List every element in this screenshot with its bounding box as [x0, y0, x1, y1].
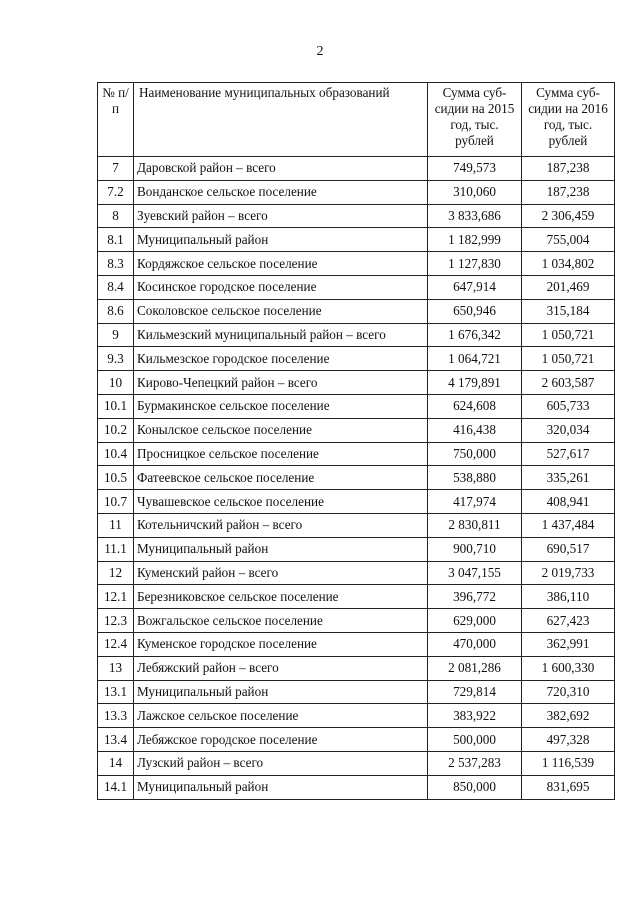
header-sum-2016: Сумма суб-сидии на 2016 год, тыс. рублей	[522, 83, 615, 157]
row-number-cell: 10.5	[98, 466, 134, 490]
municipality-name-cell: Куменское городское поселение	[134, 632, 428, 656]
table-row	[98, 585, 615, 609]
sum-2015-cell: 1 064,721	[428, 347, 522, 371]
sum-2015-cell: 624,608	[428, 394, 522, 418]
municipality-name-cell: Муниципальный район	[134, 775, 428, 799]
table-row	[98, 157, 615, 181]
sum-2016-cell: 497,328	[522, 728, 615, 752]
sum-2015-cell: 383,922	[428, 704, 522, 728]
sum-2016-cell: 187,238	[522, 180, 615, 204]
table-row	[98, 513, 615, 537]
sum-2016-cell: 386,110	[522, 585, 615, 609]
sum-2016-cell: 382,692	[522, 704, 615, 728]
sum-2015-cell: 396,772	[428, 585, 522, 609]
row-number-cell: 10.4	[98, 442, 134, 466]
municipality-name-cell: Березниковское сельское поселение	[134, 585, 428, 609]
municipality-name-cell: Косинское городское поселение	[134, 275, 428, 299]
sum-2015-cell: 4 179,891	[428, 371, 522, 395]
subsidy-table	[97, 82, 615, 800]
table-row	[98, 751, 615, 775]
sum-2015-cell: 900,710	[428, 537, 522, 561]
row-number-cell: 8.4	[98, 275, 134, 299]
sum-2015-cell: 417,974	[428, 490, 522, 514]
sum-2015-cell: 3 047,155	[428, 561, 522, 585]
table-row	[98, 632, 615, 656]
sum-2016-cell: 315,184	[522, 299, 615, 323]
municipality-name-cell: Вожгальское сельское поселение	[134, 609, 428, 633]
table-row	[98, 252, 615, 276]
table-row	[98, 656, 615, 680]
sum-2016-cell: 755,004	[522, 228, 615, 252]
sum-2016-cell: 627,423	[522, 609, 615, 633]
header-number: № п/п	[98, 83, 134, 157]
row-number-cell: 11.1	[98, 537, 134, 561]
row-number-cell: 8.1	[98, 228, 134, 252]
sum-2016-cell: 187,238	[522, 157, 615, 181]
row-number-cell: 8.3	[98, 252, 134, 276]
municipality-name-cell: Лажское сельское поселение	[134, 704, 428, 728]
table-row	[98, 704, 615, 728]
table-row	[98, 299, 615, 323]
sum-2016-cell: 408,941	[522, 490, 615, 514]
sum-2015-cell: 416,438	[428, 418, 522, 442]
municipality-name-cell: Муниципальный район	[134, 537, 428, 561]
sum-2016-cell: 831,695	[522, 775, 615, 799]
sum-2015-cell: 2 537,283	[428, 751, 522, 775]
table-row	[98, 728, 615, 752]
sum-2016-cell: 201,469	[522, 275, 615, 299]
table-row	[98, 228, 615, 252]
sum-2016-cell: 362,991	[522, 632, 615, 656]
sum-2015-cell: 647,914	[428, 275, 522, 299]
municipality-name-cell: Бурмакинское сельское поселение	[134, 394, 428, 418]
sum-2015-cell: 850,000	[428, 775, 522, 799]
row-number-cell: 10.7	[98, 490, 134, 514]
municipality-name-cell: Просницкое сельское поселение	[134, 442, 428, 466]
sum-2016-cell: 690,517	[522, 537, 615, 561]
municipality-name-cell: Кирово-Чепецкий район – всего	[134, 371, 428, 395]
table-row	[98, 442, 615, 466]
row-number-cell: 8	[98, 204, 134, 228]
municipality-name-cell: Муниципальный район	[134, 680, 428, 704]
sum-2016-cell: 1 034,802	[522, 252, 615, 276]
table-row	[98, 418, 615, 442]
row-number-cell: 10.1	[98, 394, 134, 418]
table-row	[98, 609, 615, 633]
sum-2015-cell: 750,000	[428, 442, 522, 466]
sum-2015-cell: 1 182,999	[428, 228, 522, 252]
table-row	[98, 561, 615, 585]
row-number-cell: 12.1	[98, 585, 134, 609]
header-municipality: Наименование муниципальных образований	[134, 83, 428, 157]
municipality-name-cell: Даровской район – всего	[134, 157, 428, 181]
municipality-name-cell: Лузский район – всего	[134, 751, 428, 775]
municipality-name-cell: Лебяжское городское поселение	[134, 728, 428, 752]
sum-2016-cell: 1 437,484	[522, 513, 615, 537]
row-number-cell: 13.1	[98, 680, 134, 704]
row-number-cell: 12.4	[98, 632, 134, 656]
sum-2016-cell: 527,617	[522, 442, 615, 466]
row-number-cell: 13.4	[98, 728, 134, 752]
header-sum-2015: Сумма суб-сидии на 2015 год, тыс. рублей	[428, 83, 522, 157]
sum-2015-cell: 1 127,830	[428, 252, 522, 276]
table-row	[98, 537, 615, 561]
sum-2016-cell: 605,733	[522, 394, 615, 418]
row-number-cell: 7	[98, 157, 134, 181]
sum-2016-cell: 2 306,459	[522, 204, 615, 228]
sum-2016-cell: 720,310	[522, 680, 615, 704]
sum-2015-cell: 310,060	[428, 180, 522, 204]
table-row	[98, 323, 615, 347]
sum-2015-cell: 500,000	[428, 728, 522, 752]
municipality-name-cell: Кильмезский муниципальный район – всего	[134, 323, 428, 347]
sum-2016-cell: 1 050,721	[522, 323, 615, 347]
table-row	[98, 275, 615, 299]
municipality-name-cell: Фатеевское сельское поселение	[134, 466, 428, 490]
row-number-cell: 12.3	[98, 609, 134, 633]
row-number-cell: 14	[98, 751, 134, 775]
row-number-cell: 8.6	[98, 299, 134, 323]
municipality-name-cell: Соколовское сельское поселение	[134, 299, 428, 323]
table-row	[98, 466, 615, 490]
table-row	[98, 204, 615, 228]
sum-2015-cell: 2 081,286	[428, 656, 522, 680]
municipality-name-cell: Куменский район – всего	[134, 561, 428, 585]
table-row	[98, 347, 615, 371]
sum-2015-cell: 729,814	[428, 680, 522, 704]
sum-2015-cell: 749,573	[428, 157, 522, 181]
municipality-name-cell: Лебяжский район – всего	[134, 656, 428, 680]
sum-2015-cell: 538,880	[428, 466, 522, 490]
municipality-name-cell: Зуевский район – всего	[134, 204, 428, 228]
sum-2016-cell: 335,261	[522, 466, 615, 490]
sum-2016-cell: 1 116,539	[522, 751, 615, 775]
table-row	[98, 394, 615, 418]
table-body	[98, 157, 615, 800]
row-number-cell: 9.3	[98, 347, 134, 371]
row-number-cell: 12	[98, 561, 134, 585]
municipality-name-cell: Кордяжское сельское поселение	[134, 252, 428, 276]
row-number-cell: 13.3	[98, 704, 134, 728]
sum-2016-cell: 2 019,733	[522, 561, 615, 585]
row-number-cell: 11	[98, 513, 134, 537]
municipality-name-cell: Котельничский район – всего	[134, 513, 428, 537]
row-number-cell: 10	[98, 371, 134, 395]
sum-2015-cell: 470,000	[428, 632, 522, 656]
municipality-name-cell: Чувашевское сельское поселение	[134, 490, 428, 514]
table-row	[98, 680, 615, 704]
municipality-name-cell: Вонданское сельское поселение	[134, 180, 428, 204]
sum-2016-cell: 2 603,587	[522, 371, 615, 395]
table-header-row	[98, 83, 615, 157]
municipality-name-cell: Кильмезское городское поселение	[134, 347, 428, 371]
table-row	[98, 180, 615, 204]
row-number-cell: 10.2	[98, 418, 134, 442]
row-number-cell: 7.2	[98, 180, 134, 204]
municipality-name-cell: Муниципальный район	[134, 228, 428, 252]
sum-2016-cell: 320,034	[522, 418, 615, 442]
sum-2015-cell: 3 833,686	[428, 204, 522, 228]
sum-2015-cell: 1 676,342	[428, 323, 522, 347]
sum-2015-cell: 629,000	[428, 609, 522, 633]
sum-2015-cell: 650,946	[428, 299, 522, 323]
table-row	[98, 371, 615, 395]
row-number-cell: 13	[98, 656, 134, 680]
table-row	[98, 490, 615, 514]
municipality-name-cell: Конылское сельское поселение	[134, 418, 428, 442]
sum-2016-cell: 1 050,721	[522, 347, 615, 371]
sum-2016-cell: 1 600,330	[522, 656, 615, 680]
row-number-cell: 14.1	[98, 775, 134, 799]
row-number-cell: 9	[98, 323, 134, 347]
table-row	[98, 775, 615, 799]
page-number: 2	[316, 44, 324, 59]
sum-2015-cell: 2 830,811	[428, 513, 522, 537]
